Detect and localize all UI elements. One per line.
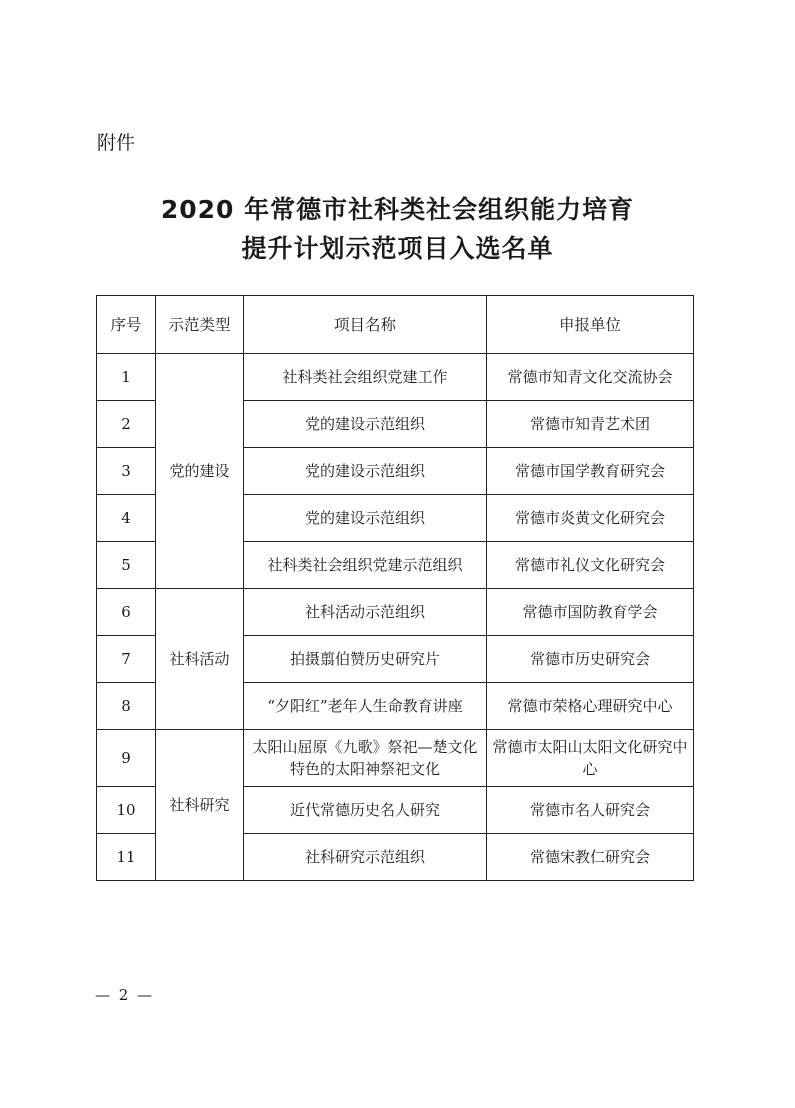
attachment-label: 附件 [97,132,136,154]
row-project: 党的建设示范组织 [244,495,487,542]
row-no: 1 [97,354,156,401]
table-row [97,730,694,787]
row-no: 6 [97,589,156,636]
header-unit: 申报单位 [487,296,694,354]
row-no: 11 [97,834,156,881]
row-unit: 常德市国学教育研究会 [487,448,694,495]
row-unit: 常德市炎黄文化研究会 [487,495,694,542]
table-row [97,589,694,636]
header-no: 序号 [97,296,156,354]
row-unit: 常德市国防教育学会 [487,589,694,636]
row-unit: 常德宋教仁研究会 [487,834,694,881]
row-project: 社科研究示范组织 [244,834,487,881]
page-number: — 2 — [95,986,155,1004]
document-title-line-1: 2020 年常德市社科类社会组织能力培育 [160,195,635,224]
row-project: 拍摄翦伯赞历史研究片 [244,636,487,683]
row-no: 7 [97,636,156,683]
row-no: 9 [97,730,156,787]
group-social-science-activity: 社科活动 [156,589,244,730]
row-no: 8 [97,683,156,730]
row-project: “夕阳红”老年人生命教育讲座 [244,683,487,730]
row-project: 党的建设示范组织 [244,401,487,448]
table-row [97,354,694,401]
group-social-science-research: 社科研究 [156,730,244,881]
row-project: 太阳山屈原《九歌》祭祀—楚文化特色的太阳神祭祀文化 [244,730,487,787]
row-unit: 常德市荣格心理研究中心 [487,683,694,730]
row-project: 党的建设示范组织 [244,448,487,495]
row-no: 2 [97,401,156,448]
row-no: 10 [97,787,156,834]
row-unit: 常德市历史研究会 [487,636,694,683]
header-type: 示范类型 [156,296,244,354]
row-no: 5 [97,542,156,589]
row-unit: 常德市太阳山太阳文化研究中心 [487,730,694,787]
document-title-line-2: 提升计划示范项目入选名单 [241,234,554,263]
table-header-row [97,296,694,354]
row-project: 社科活动示范组织 [244,589,487,636]
row-no: 4 [97,495,156,542]
selection-table [96,295,694,881]
row-project: 社科类社会组织党建工作 [244,354,487,401]
row-project: 近代常德历史名人研究 [244,787,487,834]
row-unit: 常德市名人研究会 [487,787,694,834]
group-party-building: 党的建设 [156,354,244,589]
row-unit: 常德市礼仪文化研究会 [487,542,694,589]
row-unit: 常德市知青艺术团 [487,401,694,448]
row-no: 3 [97,448,156,495]
header-project: 项目名称 [244,296,487,354]
row-unit: 常德市知青文化交流协会 [487,354,694,401]
row-project: 社科类社会组织党建示范组织 [244,542,487,589]
